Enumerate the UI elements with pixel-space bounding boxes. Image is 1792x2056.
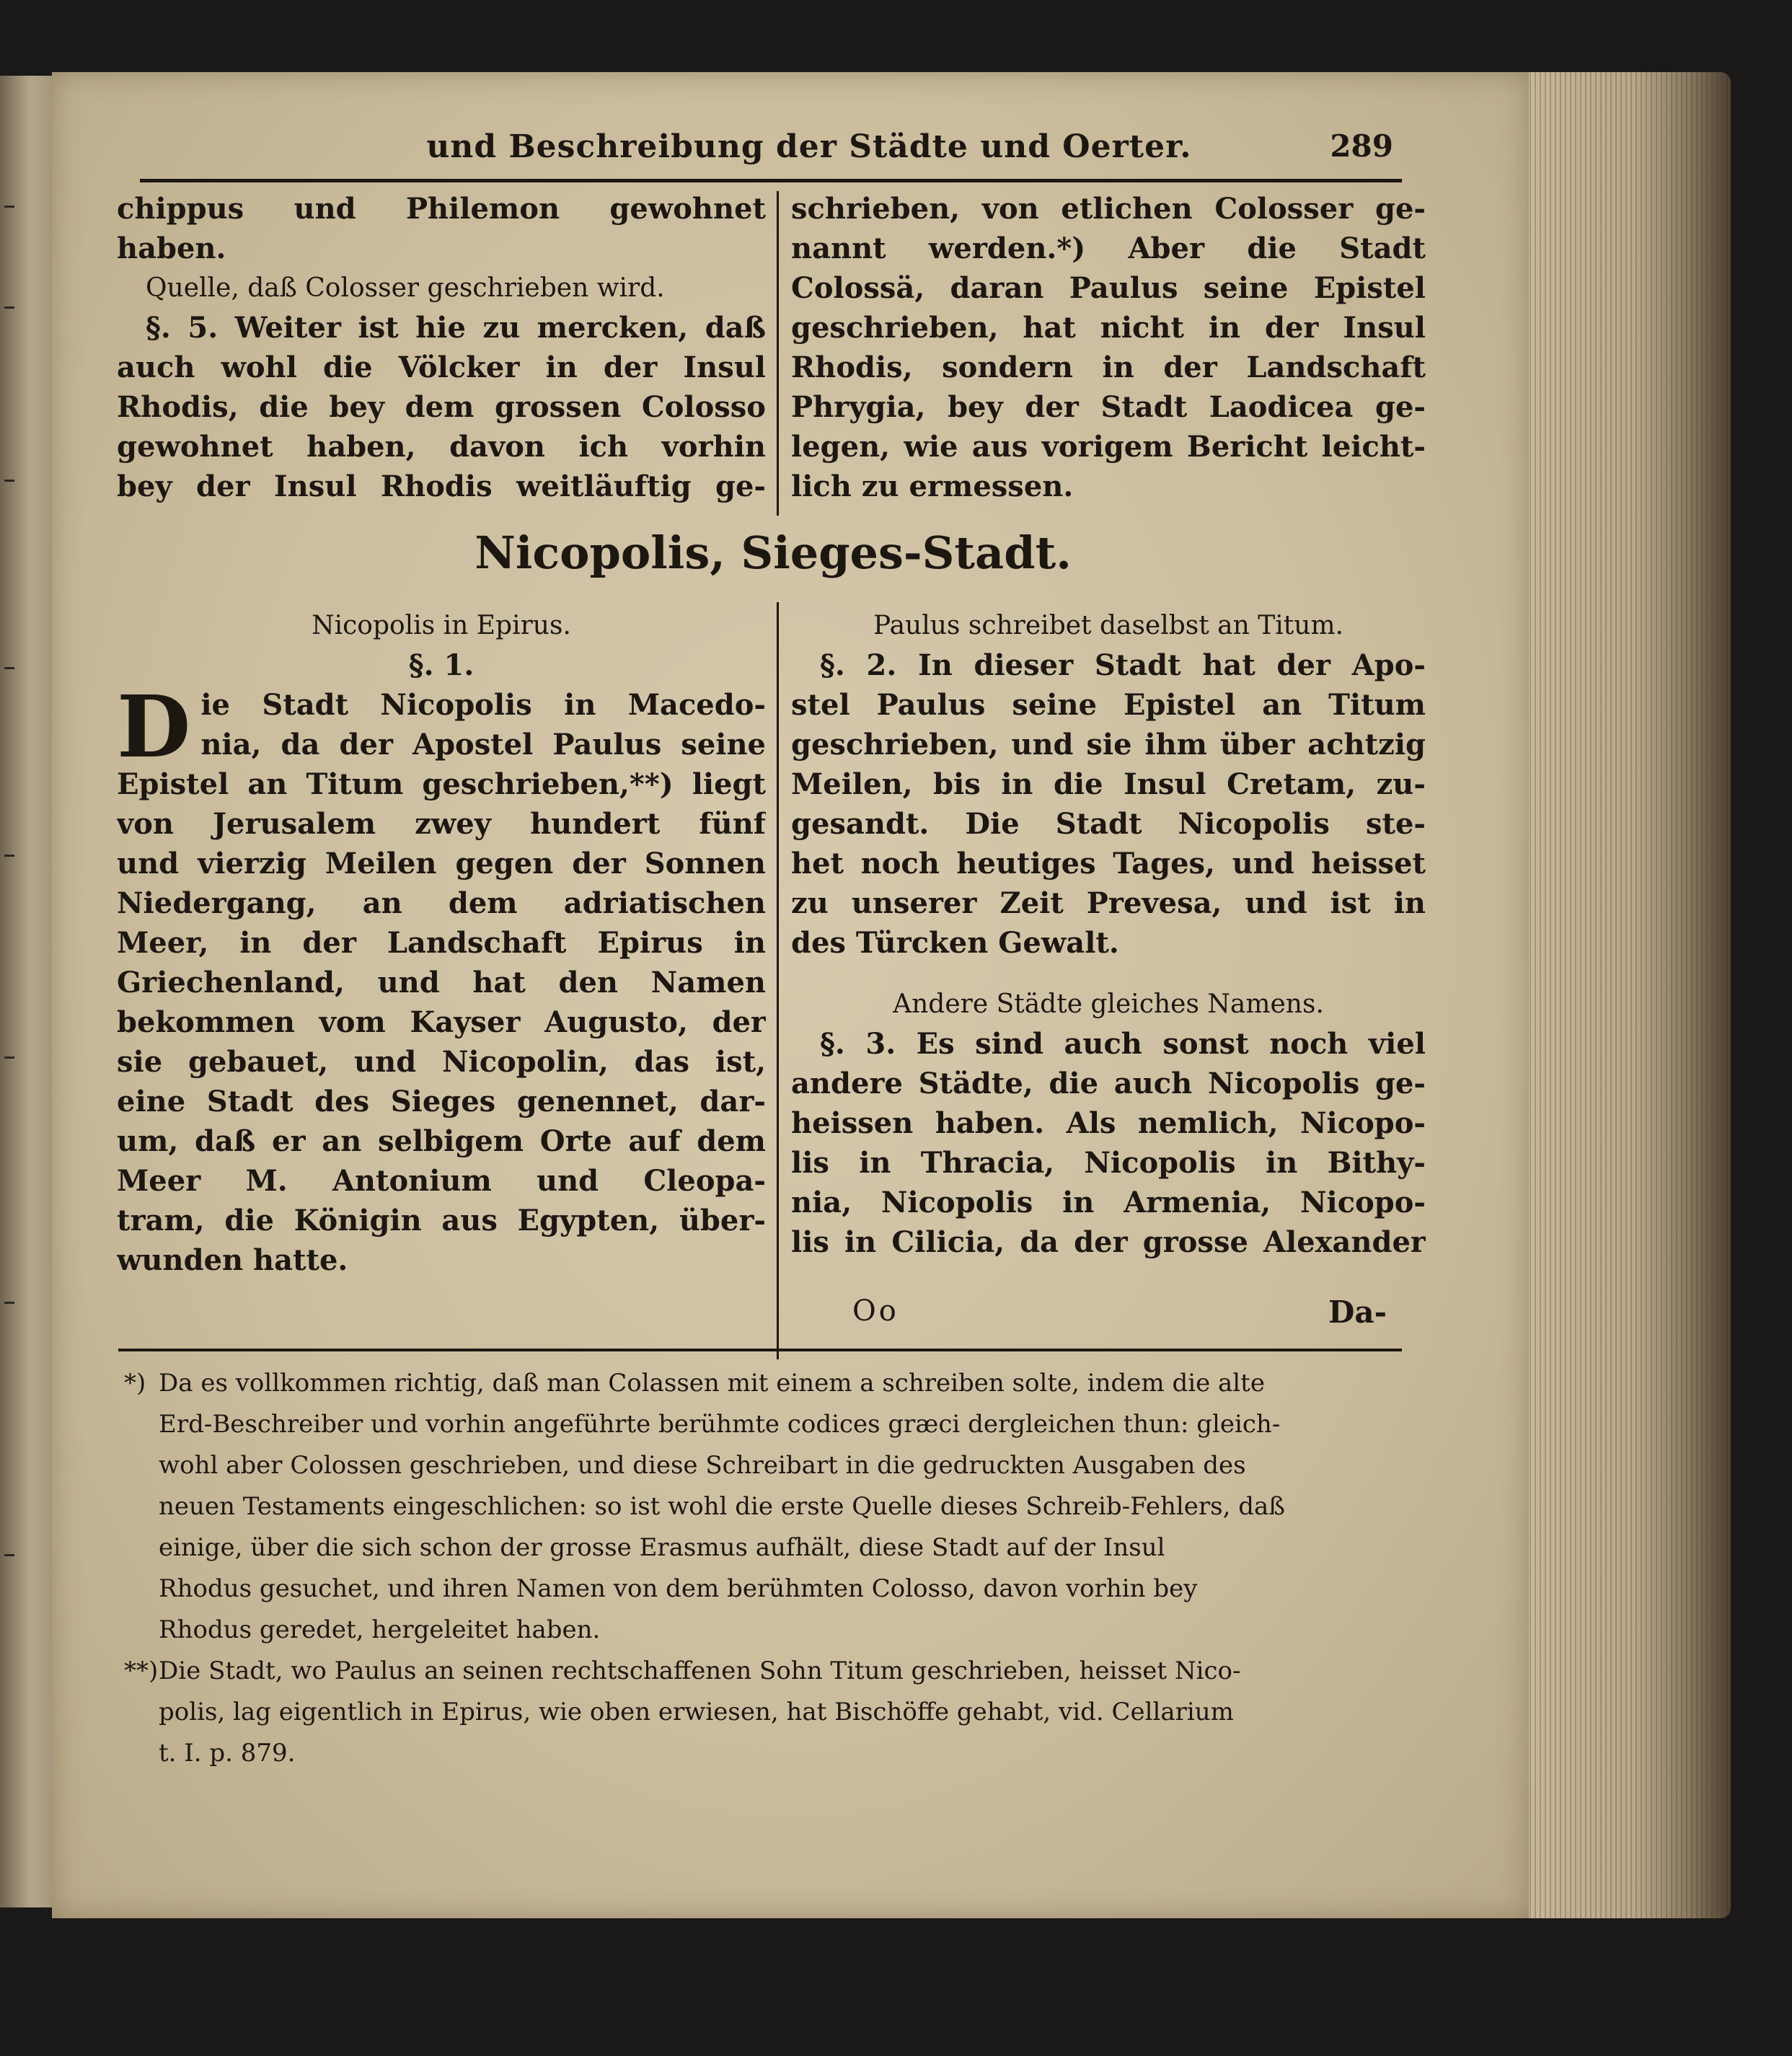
text-line: Epistel an Titum geschrieben,**) liegt xyxy=(117,767,766,801)
text-line: nia, Nicopolis in Armenia, Nicopo- xyxy=(791,1186,1426,1219)
drop-cap: D xyxy=(117,676,191,777)
text-line: Phrygia, bey der Stadt Laodicea ge- xyxy=(791,390,1426,424)
section-heading: Nicopolis, Sieges-Stadt. xyxy=(475,526,1072,579)
text-line: auch wohl die Völcker in der Insul xyxy=(117,350,766,384)
footnotes xyxy=(124,1363,1393,1774)
drop-cap-paragraph xyxy=(117,676,766,804)
footnote xyxy=(124,1363,1393,1651)
footnote xyxy=(124,1651,1393,1774)
book-page xyxy=(52,72,1529,1918)
text-line: chippus und Philemon gewohnet xyxy=(117,192,766,226)
top-left-column xyxy=(117,189,766,506)
text-line: Meer M. Antonium und Cleopa- xyxy=(117,1164,766,1198)
footnote-line: neuen Testaments eingeschlichen: so ist wohl die erste Quelle dieses Schreib-Fehlers, daß xyxy=(159,1492,1285,1521)
text-line: und vierzig Meilen gegen der Sonnen xyxy=(117,847,766,881)
text-line: Meilen, bis in die Insul Cretam, zu- xyxy=(791,767,1426,801)
running-title: und Beschreibung der Städte und Oerter. xyxy=(426,128,1192,165)
text-line: nia, da der Apostel Paulus seine xyxy=(200,728,766,762)
footnote-mark: *) xyxy=(124,1369,146,1398)
text-line: ie Stadt Nicopolis in Macedo- xyxy=(200,688,766,722)
signature-mark: Oo xyxy=(852,1294,899,1328)
header-rule xyxy=(140,179,1402,182)
text-line: lis in Thracia, Nicopolis in Bithy- xyxy=(791,1146,1426,1180)
marginal-heading: Quelle, daß Colosser geschrieben wird. xyxy=(146,273,665,303)
subheading: Nicopolis in Epirus. xyxy=(312,611,571,640)
page-edge-mark xyxy=(4,306,14,309)
text-line: zu unserer Zeit Prevesa, und ist in xyxy=(791,886,1426,920)
text-line: §. 2. In dieser Stadt hat der Apo- xyxy=(820,648,1426,682)
page-number: 289 xyxy=(1330,128,1393,164)
text-line: legen, wie aus vorigem Bericht leicht- xyxy=(791,430,1426,464)
paragraph-mark: §. 1. xyxy=(408,648,475,682)
text-line: Rhodis, die bey dem grossen Colosso xyxy=(117,390,766,424)
page-edge-mark xyxy=(4,206,14,208)
left-column xyxy=(117,606,766,1280)
text-line: des Türcken Gewalt. xyxy=(791,926,1119,960)
text-line: Rhodis, sondern in der Landschaft xyxy=(791,350,1426,384)
text-line: Griechenland, und hat den Namen xyxy=(117,966,766,1000)
page-edge-mark xyxy=(4,855,14,857)
subheading: Paulus schreibet daselbst an Titum. xyxy=(873,611,1344,640)
text-line: §. 3. Es sind auch sonst noch viel xyxy=(820,1027,1426,1061)
top-right-column xyxy=(791,189,1426,506)
text-line: lis in Cilicia, da der grosse Alexander xyxy=(791,1225,1426,1259)
text-line: gesandt. Die Stadt Nicopolis ste- xyxy=(791,807,1426,841)
text-line: Colossä, daran Paulus seine Epistel xyxy=(791,271,1426,305)
text-line: geschrieben, hat nicht in der Insul xyxy=(791,311,1426,345)
text-line: stel Paulus seine Epistel an Titum xyxy=(791,688,1426,722)
text-line: von Jerusalem zwey hundert fünf xyxy=(117,807,766,841)
catchword: Da- xyxy=(1328,1294,1387,1330)
text-line: wunden hatte. xyxy=(117,1243,348,1277)
text-line: geschrieben, und sie ihm über achtzig xyxy=(791,728,1426,762)
text-line: bekommen vom Kayser Augusto, der xyxy=(117,1005,766,1039)
text-line: nannt werden.*) Aber die Stadt xyxy=(791,231,1426,265)
text-line: andere Städte, die auch Nicopolis ge- xyxy=(791,1067,1426,1100)
text-line: tram, die Königin aus Egypten, über- xyxy=(117,1204,766,1237)
footnote-line: t. I. p. 879. xyxy=(159,1739,296,1768)
footnote-line: Erd-Beschreiber und vorhin angeführte berühmte codices græci dergleichen thun: gleich- xyxy=(159,1410,1281,1439)
footnote-line: polis, lag eigentlich in Epirus, wie oben erwiesen, hat Bischöffe gehabt, vid. Cellarium xyxy=(159,1698,1234,1726)
footnote-line: Rhodus geredet, hergeleitet haben. xyxy=(159,1615,601,1644)
text-line: schrieben, von etlichen Colosser ge- xyxy=(791,192,1426,226)
text-line: gewohnet haben, davon ich vorhin xyxy=(117,430,766,464)
column-divider xyxy=(777,602,779,1359)
text-line: eine Stadt des Sieges genennet, dar- xyxy=(117,1085,766,1119)
book-fore-edge xyxy=(1514,72,1731,1918)
text-line: lich zu ermessen. xyxy=(791,469,1074,503)
page-edge-mark xyxy=(4,1302,14,1304)
subheading: Andere Städte gleiches Namens. xyxy=(893,989,1324,1019)
page-edge-mark xyxy=(4,480,14,482)
page-edge-mark xyxy=(4,1056,14,1059)
page-edge-mark xyxy=(4,667,14,669)
right-column xyxy=(791,606,1426,1262)
footnote-line: wohl aber Colossen geschrieben, und diese Schreibart in die gedruckten Ausgaben des xyxy=(159,1451,1246,1480)
text-line: Niedergang, an dem adriatischen xyxy=(117,886,766,920)
text-line: heissen haben. Als nemlich, Nicopo- xyxy=(791,1106,1426,1140)
footnote-line: Da es vollkommen richtig, daß man Colassen mit einem a schreiben solte, indem die alte xyxy=(159,1369,1265,1398)
column-divider xyxy=(777,191,779,516)
text-line: §. 5. Weiter ist hie zu mercken, daß xyxy=(146,311,766,345)
text-line: sie gebauet, und Nicopolin, das ist, xyxy=(117,1045,766,1079)
page-edge-mark xyxy=(4,1554,14,1556)
footnote-line: einige, über die sich schon der grosse Erasmus aufhält, diese Stadt auf der Insul xyxy=(159,1533,1165,1562)
footnote-line: Die Stadt, wo Paulus an seinen rechtschaffenen Sohn Titum geschrieben, heisset Nico- xyxy=(159,1656,1241,1685)
text-line: het noch heutiges Tages, und heisset xyxy=(791,847,1426,881)
facing-page-edge xyxy=(0,76,56,1907)
text-line: Meer, in der Landschaft Epirus in xyxy=(117,926,766,960)
footnote-rule xyxy=(118,1349,1402,1351)
text-line: haben. xyxy=(117,231,226,265)
text-line: bey der Insul Rhodis weitläuftig ge- xyxy=(117,469,766,503)
text-line: um, daß er an selbigem Orte auf dem xyxy=(117,1124,766,1158)
footnote-mark: **) xyxy=(124,1656,159,1685)
footnote-line: Rhodus gesuchet, und ihren Namen von dem berühmten Colosso, davon vorhin bey xyxy=(159,1574,1198,1603)
